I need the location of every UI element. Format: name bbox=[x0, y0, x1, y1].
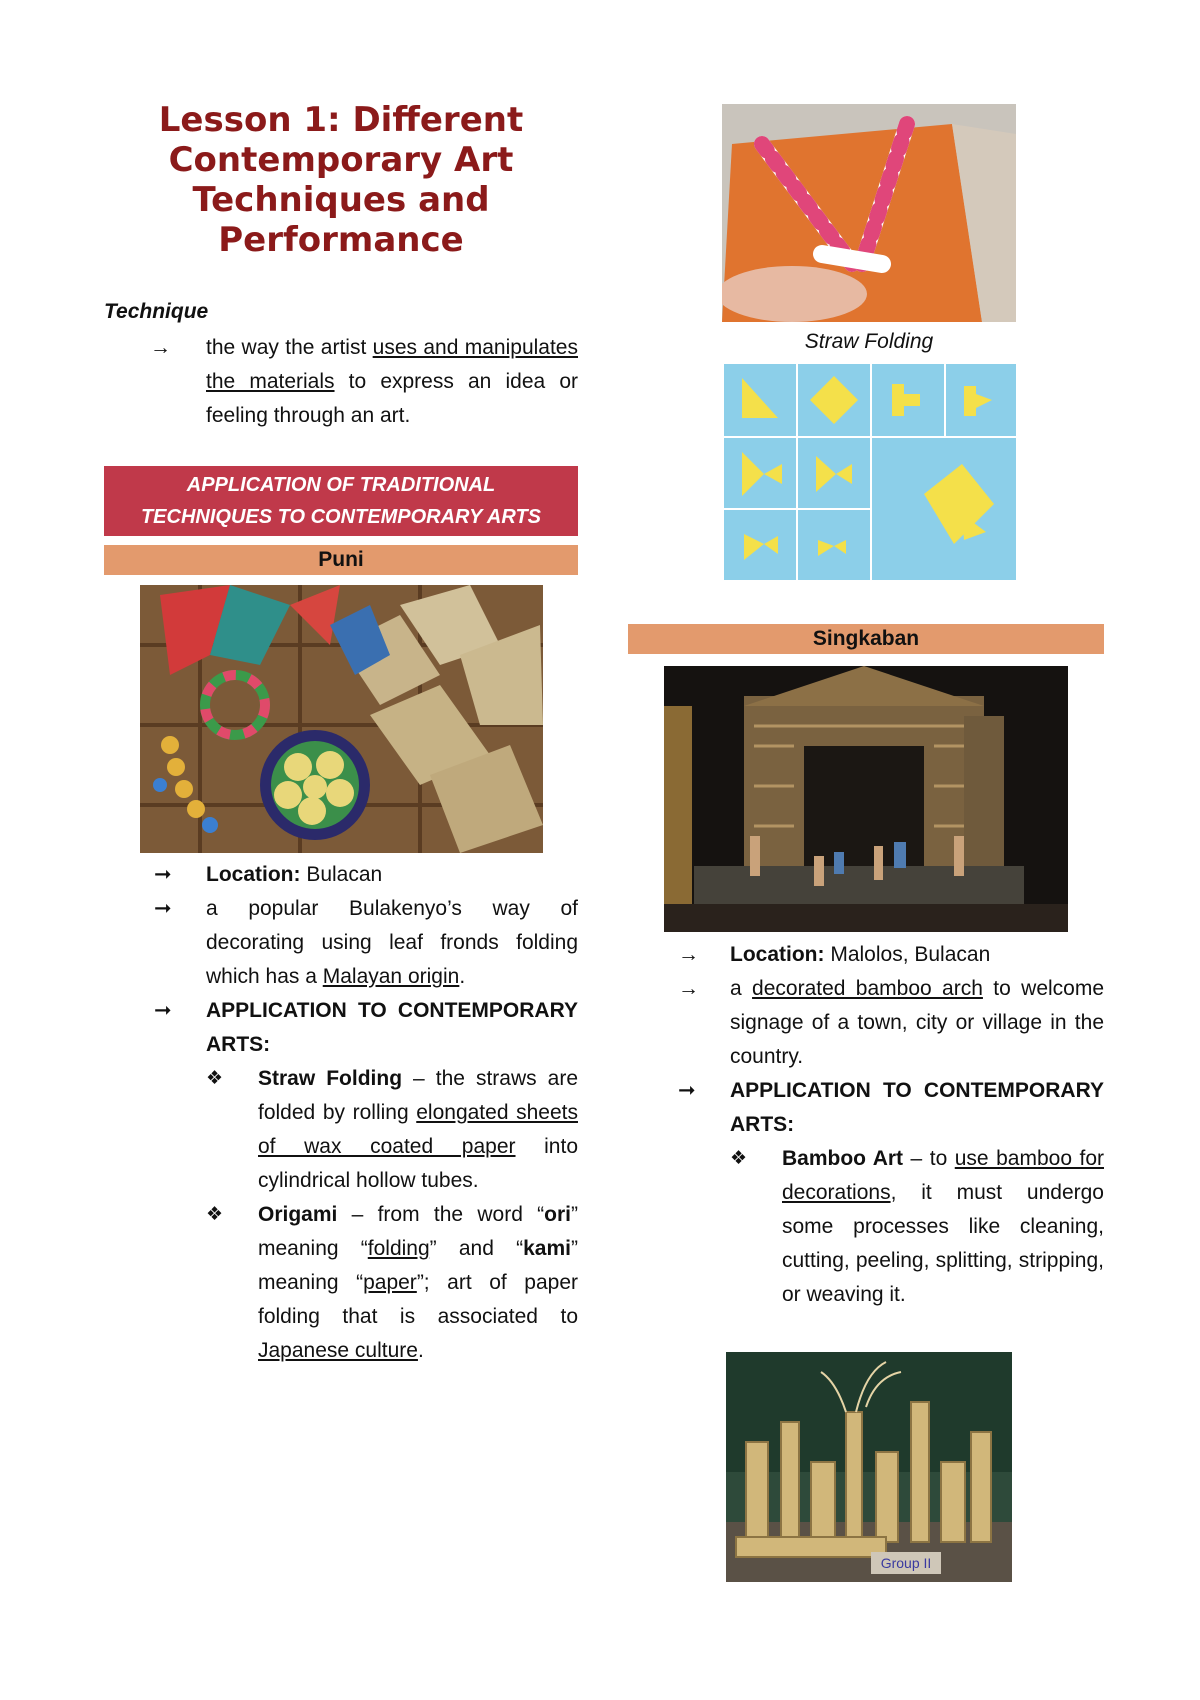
arrow-icon: → bbox=[678, 943, 699, 966]
arrow-icon: ➞ bbox=[154, 999, 172, 1022]
diamond-bullet-icon: ❖ bbox=[730, 1148, 748, 1169]
page-title: Lesson 1: Different Contemporary Art Techniques and Performance bbox=[158, 100, 524, 260]
puni-details bbox=[154, 858, 578, 1368]
singkaban-heading: Singkaban bbox=[628, 624, 1104, 654]
arrow-icon: ➞ bbox=[154, 897, 172, 920]
diamond-bullet-icon: ❖ bbox=[206, 1204, 224, 1225]
origami-steps-photo bbox=[724, 364, 1016, 580]
puni-photo bbox=[140, 585, 543, 853]
list-item: ❖ Origami – from the word “ori” meaning “folding” and “kami” meaning “paper”; art of paper folding that is associated to Japanese culture. bbox=[154, 1198, 578, 1368]
arrow-icon: → bbox=[150, 336, 171, 359]
list-item: ➞ APPLICATION TO CONTEMPORARY ARTS: ❖ Straw Folding – the straws are folded by rolling elongated sheets of wax coated paper into cylindrical hollow tubes. ❖ Origami – from the word “ori” meaning “folding” and “kami” meaning “paper”; art of paper folding that is associated to Japanese culture. bbox=[154, 994, 578, 1368]
arrow-icon: → bbox=[678, 977, 699, 1000]
arrow-icon: ➞ bbox=[154, 863, 172, 886]
bamboo-art-photo bbox=[726, 1352, 1012, 1582]
list-item: → Location: Malolos, Bulacan bbox=[678, 938, 1104, 972]
straw-folding-photo bbox=[722, 104, 1016, 322]
list-item: → a decorated bamboo arch to welcome signage of a town, city or village in the country. bbox=[678, 972, 1104, 1074]
list-item: ➞ a popular Bulakenyo’s way of decorating using leaf fronds folding which has a Malayan origin. bbox=[154, 892, 578, 994]
puni-heading: Puni bbox=[104, 545, 578, 575]
technique-term: Technique bbox=[104, 300, 209, 323]
list-item: ❖ Straw Folding – the straws are folded by rolling elongated sheets of wax coated paper into cylindrical hollow tubes. bbox=[154, 1062, 578, 1198]
section-banner: APPLICATION OF TRADITIONAL TECHNIQUES TO CONTEMPORARY ARTS bbox=[104, 466, 578, 536]
bamboo-sign-label: Group II bbox=[880, 1555, 932, 1571]
singkaban-photo bbox=[664, 666, 1068, 932]
singkaban-details bbox=[678, 938, 1104, 1312]
technique-definition: → the way the artist uses and manipulates the materials to express an idea or feeling through an art. bbox=[150, 331, 578, 433]
list-item: ❖ Bamboo Art – to use bamboo for decorations, it must undergo some processes like cleaning, cutting, peeling, splitting, stripping, or weaving it. bbox=[678, 1142, 1104, 1312]
diamond-bullet-icon: ❖ bbox=[206, 1068, 224, 1089]
list-item: ➞ Location: Bulacan bbox=[154, 858, 578, 892]
straw-folding-caption: Straw Folding bbox=[804, 330, 934, 353]
arrow-icon: ➞ bbox=[678, 1079, 696, 1102]
list-item: ➞ APPLICATION TO CONTEMPORARY ARTS: ❖ Bamboo Art – to use bamboo for decorations, it must undergo some processes like cleaning, cutting, peeling, splitting, stripping, or weaving it. bbox=[678, 1074, 1104, 1312]
